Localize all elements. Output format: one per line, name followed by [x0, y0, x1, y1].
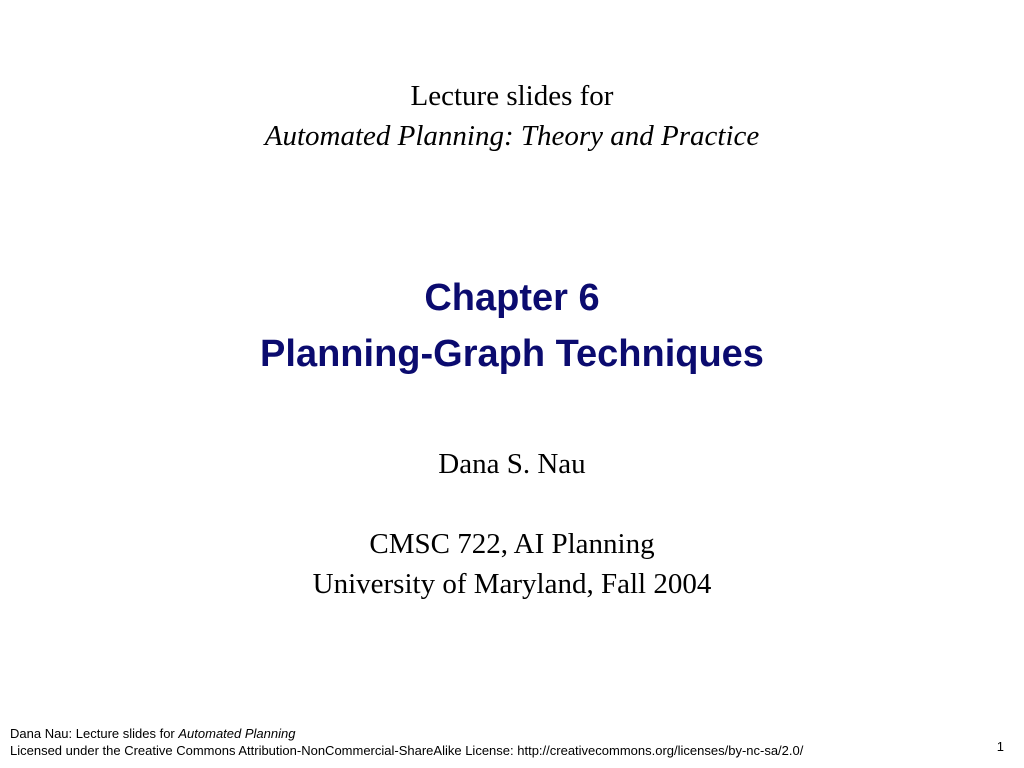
institution-term: University of Maryland, Fall 2004 [312, 568, 712, 600]
footer-line1-prefix: Dana Nau: Lecture slides for [10, 726, 179, 741]
footer-line1 [10, 725, 803, 742]
course-name: CMSC 722, AI Planning [369, 528, 655, 560]
chapter-title: Planning-Graph Techniques [260, 333, 764, 375]
header-line1: Lecture slides for [410, 80, 614, 112]
header-book-title: Automated Planning: Theory and Practice [264, 120, 760, 152]
page-number: 1 [996, 739, 1004, 754]
author-name: Dana S. Nau [438, 448, 586, 480]
chapter-number: Chapter 6 [424, 277, 600, 319]
footer [10, 725, 803, 759]
footer-line1-book: Automated Planning [178, 726, 296, 741]
footer-license: Licensed under the Creative Commons Attribution-NonCommercial-ShareAlike License: http://creativecommons.org/licenses/by-nc-sa/2.0/ [10, 743, 804, 758]
